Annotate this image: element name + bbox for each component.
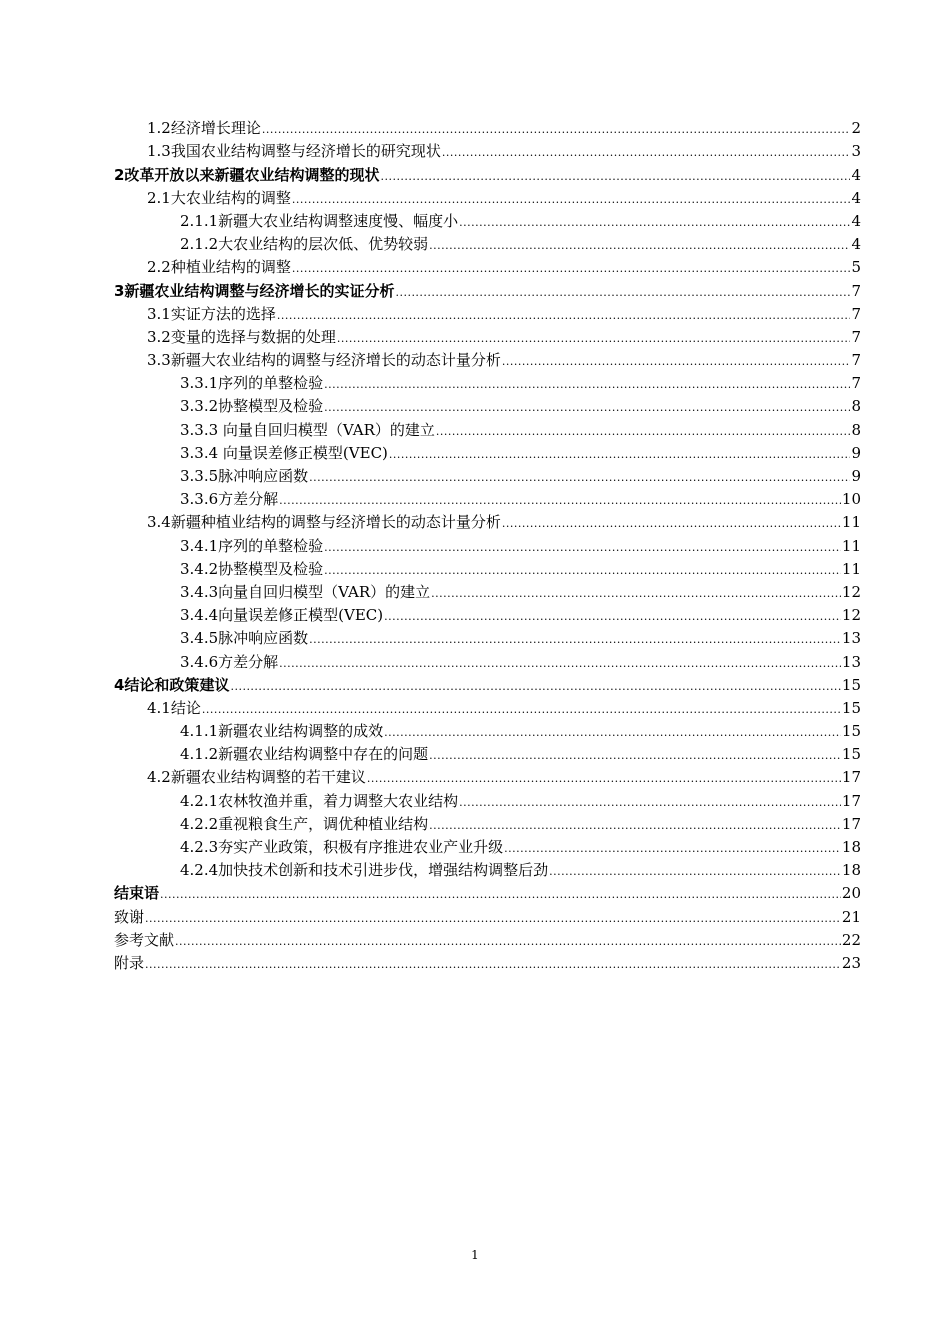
toc-entry-page: 8 — [851, 397, 861, 416]
toc-entry[interactable] — [114, 415, 861, 438]
toc-entry[interactable] — [114, 207, 861, 230]
toc-dot-leader — [324, 401, 850, 415]
toc-entry[interactable] — [114, 369, 861, 392]
toc-dot-leader — [262, 123, 851, 137]
toc-entry[interactable] — [114, 647, 861, 670]
toc-entry-title: 3.2变量的选择与数据的处理 — [147, 327, 336, 346]
toc-entry-title: 致谢 — [114, 907, 145, 926]
toc-entry-title: 4.2.2重视粮食生产，调优种植业结构 — [180, 814, 429, 833]
toc-entry-title: 3.3.3 向量自回归模型（VAR）的建立 — [180, 420, 435, 439]
toc-entry[interactable] — [114, 346, 861, 369]
toc-entry-page: 18 — [841, 838, 861, 856]
toc-entry-title: 2.2种植业结构的调整 — [147, 258, 291, 277]
toc-entry[interactable] — [114, 137, 861, 160]
toc-dot-leader — [389, 448, 851, 462]
toc-entry-page: 15 — [841, 675, 861, 694]
toc-entry-page: 20 — [841, 884, 861, 903]
toc-entry-title: 3.4.4向量误差修正模型(VEC) — [180, 606, 384, 625]
toc-entry-title: 3.3.4 向量误差修正模型(VEC) — [180, 443, 388, 462]
toc-entry-title: 4.1.1新疆农业结构调整的成效 — [180, 722, 384, 741]
toc-entry-page: 18 — [841, 861, 861, 880]
toc-entry[interactable] — [114, 462, 861, 485]
toc-dot-leader — [160, 888, 841, 902]
toc-entry-page: 4 — [851, 211, 861, 230]
toc-entry[interactable] — [114, 856, 861, 879]
toc-entry[interactable] — [114, 601, 861, 624]
toc-dot-leader — [395, 286, 850, 300]
toc-entry-title: 4.2.3夯实产业政策，积极有序推进农业产业升级 — [180, 838, 504, 856]
toc-entry-page: 22 — [841, 930, 861, 949]
toc-entry-title: 3.4新疆种植业结构的调整与经济增长的动态计量分析 — [147, 513, 501, 532]
toc-entry[interactable] — [114, 694, 861, 717]
toc-entry-page: 11 — [841, 513, 861, 532]
toc-dot-leader — [504, 842, 841, 856]
toc-entry-title: 3.3.1序列的单整检验 — [180, 374, 324, 393]
toc-dot-leader — [429, 239, 850, 253]
toc-entry-title: 4.2.4加快技术创新和技术引进步伐，增强结构调整后劲 — [180, 861, 549, 880]
toc-entry-page: 7 — [851, 351, 861, 370]
toc-entry-title: 4.2.1农林牧渔并重，着力调整大农业结构 — [180, 791, 459, 810]
toc-entry-title: 4.1.2新疆农业结构调整中存在的问题 — [180, 745, 429, 764]
toc-entry-page: 9 — [851, 443, 861, 462]
toc-entry-title: 3.3新疆大农业结构的调整与经济增长的动态计量分析 — [147, 351, 501, 370]
toc-entry-page: 3 — [851, 142, 861, 161]
toc-dot-leader — [309, 633, 841, 647]
toc-entry-title: 4结论和政策建议 — [114, 675, 230, 694]
toc-entry[interactable] — [114, 508, 861, 531]
toc-entry[interactable] — [114, 879, 861, 902]
toc-entry-title: 1.2经济增长理论 — [147, 119, 261, 138]
table-of-contents — [114, 114, 861, 972]
toc-entry-page: 15 — [841, 745, 861, 764]
toc-entry[interactable] — [114, 717, 861, 740]
toc-dot-leader — [279, 657, 841, 671]
toc-dot-leader — [292, 262, 851, 276]
toc-dot-leader — [324, 378, 850, 392]
toc-dot-leader — [277, 309, 851, 323]
toc-entry-page: 11 — [841, 536, 861, 555]
toc-entry[interactable] — [114, 949, 861, 972]
toc-entry-page: 21 — [841, 907, 861, 926]
toc-entry[interactable] — [114, 160, 861, 183]
toc-dot-leader — [279, 494, 841, 508]
toc-entry[interactable] — [114, 531, 861, 554]
toc-dot-leader — [502, 355, 851, 369]
toc-entry[interactable] — [114, 833, 861, 856]
toc-entry[interactable] — [114, 276, 861, 299]
toc-entry-page: 9 — [851, 467, 861, 485]
toc-entry-title: 3.4.6方差分解 — [180, 652, 279, 671]
page-number: 1 — [471, 1248, 479, 1262]
toc-entry-page: 8 — [851, 420, 861, 439]
toc-entry-page: 4 — [851, 188, 861, 207]
toc-entry-page: 13 — [841, 629, 861, 648]
toc-entry-title: 3.3.6方差分解 — [180, 490, 279, 509]
toc-entry-page: 23 — [841, 953, 861, 972]
toc-entry-page: 4 — [851, 165, 861, 184]
toc-dot-leader — [367, 772, 841, 786]
toc-entry-page: 7 — [851, 304, 861, 323]
toc-entry[interactable] — [114, 230, 861, 253]
toc-entry[interactable] — [114, 323, 861, 346]
toc-dot-leader — [145, 958, 841, 972]
toc-entry-page: 15 — [841, 722, 861, 741]
toc-entry-title: 4.2新疆农业结构调整的若干建议 — [147, 768, 366, 787]
toc-dot-leader — [502, 517, 841, 531]
toc-dot-leader — [202, 703, 841, 717]
toc-entry[interactable] — [114, 671, 861, 694]
toc-dot-leader — [324, 541, 841, 555]
toc-entry-page: 7 — [851, 374, 861, 393]
toc-entry-page: 5 — [851, 258, 861, 277]
toc-dot-leader — [436, 425, 851, 439]
toc-entry-title: 3.3.5脉冲响应函数 — [180, 467, 309, 485]
toc-entry-title: 2.1.2大农业结构的层次低、优势较弱 — [180, 235, 429, 254]
toc-entry[interactable] — [114, 485, 861, 508]
toc-entry[interactable] — [114, 300, 861, 323]
toc-dot-leader — [145, 912, 841, 926]
toc-dot-leader — [459, 216, 850, 230]
toc-dot-leader — [384, 610, 841, 624]
toc-entry[interactable] — [114, 740, 861, 763]
toc-dot-leader — [384, 726, 841, 740]
toc-entry-title: 4.1结论 — [147, 698, 201, 717]
toc-entry[interactable] — [114, 253, 861, 276]
toc-entry[interactable] — [114, 439, 861, 462]
toc-entry-page: 10 — [841, 490, 861, 509]
toc-entry[interactable] — [114, 902, 861, 925]
toc-entry-page: 2 — [851, 119, 861, 138]
toc-dot-leader — [429, 749, 841, 763]
toc-entry-page: 17 — [841, 768, 861, 787]
toc-entry-title: 附录 — [114, 953, 145, 972]
toc-dot-leader — [459, 796, 841, 810]
toc-dot-leader — [442, 146, 851, 160]
toc-entry-title: 3.4.5脉冲响应函数 — [180, 629, 309, 648]
toc-entry-title: 3.3.2协整模型及检验 — [180, 397, 324, 416]
toc-entry-title: 参考文献 — [114, 930, 175, 949]
toc-dot-leader — [292, 193, 851, 207]
toc-dot-leader — [175, 935, 841, 949]
toc-entry-page: 13 — [841, 652, 861, 671]
toc-entry[interactable] — [114, 763, 861, 786]
toc-entry-title: 2.1大农业结构的调整 — [147, 188, 291, 207]
toc-entry-title: 结束语 — [114, 884, 160, 903]
toc-entry[interactable] — [114, 926, 861, 949]
toc-entry-title: 3.4.3向量自回归模型（VAR）的建立 — [180, 582, 431, 601]
toc-entry[interactable] — [114, 786, 861, 809]
toc-entry-page: 15 — [841, 698, 861, 717]
toc-entry-page: 11 — [841, 559, 861, 578]
toc-entry-title: 3.4.1序列的单整检验 — [180, 536, 324, 555]
toc-entry-title: 3新疆农业结构调整与经济增长的实证分析 — [114, 281, 395, 300]
toc-dot-leader — [429, 819, 841, 833]
toc-entry-page: 17 — [841, 814, 861, 833]
toc-entry-page: 12 — [841, 606, 861, 625]
toc-entry-page: 7 — [851, 281, 861, 300]
toc-entry[interactable] — [114, 624, 861, 647]
toc-entry-page: 17 — [841, 791, 861, 810]
toc-entry-page: 12 — [841, 582, 861, 601]
toc-entry-title: 1.3我国农业结构调整与经济增长的研究现状 — [147, 142, 441, 161]
toc-dot-leader — [309, 471, 850, 485]
toc-entry-page: 7 — [851, 327, 861, 346]
toc-entry[interactable] — [114, 114, 861, 137]
toc-entry[interactable] — [114, 392, 861, 415]
toc-dot-leader — [549, 865, 841, 879]
toc-entry[interactable] — [114, 810, 861, 833]
toc-entry[interactable] — [114, 555, 861, 578]
toc-dot-leader — [431, 587, 841, 601]
toc-entry-title: 3.4.2协整模型及检验 — [180, 559, 324, 578]
toc-entry[interactable] — [114, 578, 861, 601]
toc-dot-leader — [324, 564, 841, 578]
toc-entry-page: 4 — [851, 235, 861, 254]
toc-entry-title: 3.1实证方法的选择 — [147, 304, 276, 323]
toc-dot-leader — [230, 680, 840, 694]
toc-entry-title: 2改革开放以来新疆农业结构调整的现状 — [114, 165, 380, 184]
toc-dot-leader — [337, 332, 851, 346]
toc-entry[interactable] — [114, 184, 861, 207]
toc-entry-title: 2.1.1新疆大农业结构调整速度慢、幅度小 — [180, 211, 459, 230]
toc-dot-leader — [380, 170, 850, 184]
